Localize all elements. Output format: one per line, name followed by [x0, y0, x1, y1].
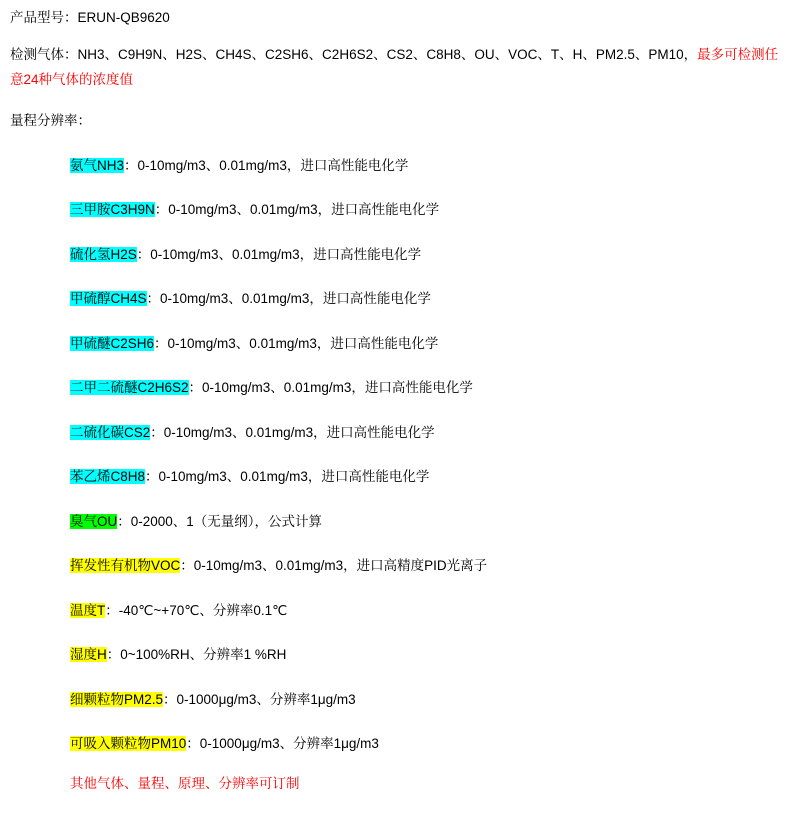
- spec-formula: CS2: [124, 424, 151, 440]
- spec-name-cn: 氨气: [70, 157, 97, 173]
- spec-label: [70, 603, 105, 618]
- spec-detail: ：0-10mg/m3、0.01mg/m3，进口高性能电化学: [124, 157, 409, 173]
- spec-detail: ：0-10mg/m3、0.01mg/m3，进口高性能电化学: [154, 202, 440, 218]
- spec-name-cn: 湿度: [70, 647, 97, 663]
- spec-detail: ：0-10mg/m3、0.01mg/m3，进口高性能电化学: [150, 424, 435, 440]
- spec-formula: H: [97, 647, 107, 663]
- spec-detail: ：0~100%RH、分辨率1 %RH: [106, 647, 287, 663]
- footer-note: 其他气体、量程、原理、分辨率可订制: [70, 775, 300, 791]
- spec-row: [70, 233, 789, 278]
- spec-formula: C8H8: [110, 469, 146, 485]
- spec-name-cn: 苯乙烯: [70, 469, 111, 485]
- spec-label: [70, 380, 189, 395]
- spec-formula: C3H9N: [110, 202, 155, 218]
- spec-name-cn: 甲硫醇: [70, 291, 111, 307]
- detected-gases-line: [8, 29, 789, 93]
- spec-label: [70, 514, 117, 529]
- spec-row: [70, 366, 789, 411]
- spec-formula: CH4S: [110, 291, 147, 307]
- spec-row: [70, 188, 789, 233]
- spec-row: [70, 322, 789, 367]
- spec-formula: PM2.5: [124, 691, 164, 707]
- spec-label: [70, 736, 186, 751]
- spec-label: [70, 647, 107, 662]
- spec-label: [70, 247, 137, 262]
- spec-name-cn: 可吸入颗粒物: [70, 736, 151, 752]
- spec-name-cn: 温度: [70, 602, 97, 618]
- spec-formula: NH3: [97, 157, 125, 173]
- spec-detail: ：0-2000、1（无量纲），公式计算: [117, 513, 323, 529]
- detected-gases-note: 最多可检测任意24种气体的浓度值: [10, 46, 779, 87]
- product-model-line: 产品型号：ERUN-QB9620: [10, 10, 170, 25]
- spec-formula: PM10: [151, 736, 187, 752]
- spec-name-cn: 挥发性有机物: [70, 558, 151, 574]
- range-resolution-title: 量程分辨率：: [10, 112, 91, 128]
- spec-name-cn: 硫化氢: [70, 246, 111, 262]
- spec-row: [70, 500, 789, 545]
- spec-row: [70, 411, 789, 456]
- spec-detail: ：0-10mg/m3、0.01mg/m3，进口高性能电化学: [136, 246, 422, 262]
- spec-row: [70, 678, 789, 723]
- spec-detail: ：0-1000μg/m3、分辨率1μg/m3: [186, 736, 379, 752]
- spec-label: [70, 291, 147, 306]
- spec-name-cn: 细颗粒物: [70, 691, 124, 707]
- spec-row: [70, 589, 789, 634]
- spec-detail: ：-40℃~+70℃、分辨率0.1℃: [105, 602, 288, 618]
- spec-label: [70, 469, 145, 484]
- spec-label: [70, 558, 180, 573]
- spec-formula: H2S: [110, 246, 137, 262]
- spec-detail: ：0-10mg/m3、0.01mg/m3，进口高性能电化学: [188, 380, 473, 396]
- spec-list: [8, 144, 789, 767]
- spec-label: [70, 425, 150, 440]
- spec-detail: ：0-10mg/m3、0.01mg/m3，进口高性能电化学: [145, 469, 430, 485]
- spec-formula: T: [97, 602, 106, 618]
- spec-row: [70, 277, 789, 322]
- spec-name-cn: 二甲二硫醚: [70, 380, 138, 396]
- spec-detail: ：0-10mg/m3、0.01mg/m3，进口高性能电化学: [146, 291, 431, 307]
- spec-name-cn: 二硫化碳: [70, 424, 124, 440]
- spec-row: [70, 144, 789, 189]
- spec-label: [70, 336, 154, 351]
- spec-row: [70, 633, 789, 678]
- spec-formula: OU: [97, 513, 118, 529]
- spec-name-cn: 甲硫醚: [70, 335, 111, 351]
- spec-label: [70, 692, 163, 707]
- spec-detail: ：0-1000μg/m3、分辨率1μg/m3: [163, 691, 356, 707]
- detected-gases-text: 检测气体：NH3、C9H9N、H2S、CH4S、C2SH6、C2H6S2、CS2、C8H8、OU、VOC、T、H、PM2.5、PM10，: [10, 46, 698, 62]
- spec-formula: VOC: [151, 558, 181, 574]
- spec-detail: ：0-10mg/m3、0.01mg/m3，进口高性能电化学: [154, 335, 439, 351]
- spec-row: [70, 455, 789, 500]
- spec-name-cn: 三甲胺: [70, 202, 111, 218]
- spec-label: [70, 158, 124, 173]
- spec-row: [70, 722, 789, 767]
- spec-detail: ：0-10mg/m3、0.01mg/m3，进口高精度PID光离子: [180, 558, 488, 574]
- spec-formula: C2SH6: [110, 335, 155, 351]
- spec-name-cn: 臭气: [70, 513, 97, 529]
- spec-row: [70, 544, 789, 589]
- spec-formula: C2H6S2: [137, 380, 189, 396]
- spec-label: [70, 202, 155, 217]
